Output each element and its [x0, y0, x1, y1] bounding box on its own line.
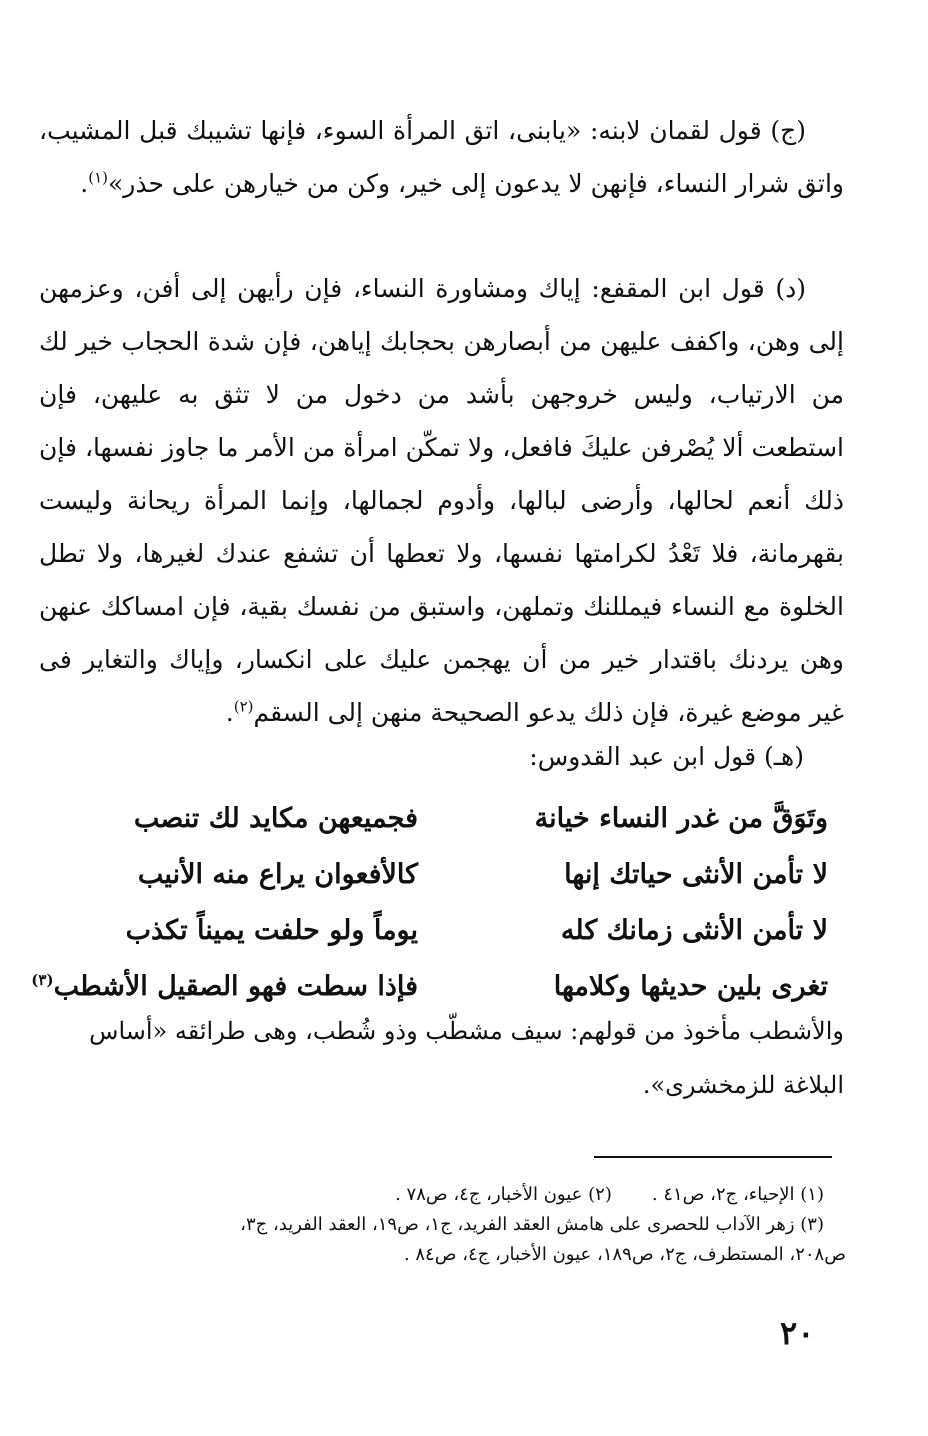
footnotes [24, 1180, 846, 1270]
verse-second-hemistich: فجميعهن مكايد لك تنصب [133, 802, 418, 834]
footnote-divider [594, 1156, 832, 1158]
paragraph-luqman: (ج) قول لقمان لابنه: «يابنى، اتق المرأة السوء، فإنها تشيبك قبل المشيب، واتق شرار النساء، فإنهن لا يدعون إلى خير، وكن من خيارهن على حذر»$^{(١)}$. [39, 116, 844, 198]
verse-second-hemistich [31, 970, 418, 1002]
verse-second-hemistich: كالأفعوان يراع منه الأنيب [137, 858, 418, 890]
footnote-3-continued: ص٢٠٨، المستطرف، ج٢، ص١٨٩، عيون الأخبار، ج٤، ص٨٤ . [403, 1244, 846, 1265]
paragraph-ibn-muqaffa: (د) قول ابن المقفع: إياك ومشاورة النساء، فإن رأيهن إلى أفن، وعزمهن إلى وهن، واكفف عليهن من أبصارهن بحجابك إياهن، فإن شدة الحجاب خير لك من الارتياب، وليس خروجهن بأشد من دخول من لا تثق به عليهن، فإن استطعت ألا يُصْرفن عليكَ فافعل، ولا تمكّن امرأة من الأمر ما جاوز نفسها، فإن ذلك أنعم لحالها، وأرضى لبالها، وأدوم لجمالها، وإنما المرأة ريحانة وليست بقهرمانة، فلا تَعْدُ لكرامتها نفسها، ولا تعطها أن تشفع عندك لغيرها، ولا تطل الخلوة مع النساء فيمللنك وتملهن، واستبق من نفسك بقية، فإن امساكك عنهن وهن يردنك باقتدار خير من أن يهجمن عليك على انكسار، وإياك والتغاير فى غير موضع غيرة، فإن ذلك يدعو الصحيحة منهن إلى السقم$^{(٢)}$. [39, 274, 844, 727]
footnote-ref-3: (٣) [31, 970, 54, 989]
verse-line [88, 790, 828, 846]
verse-line [88, 846, 828, 902]
footnote-1: (١) الإحياء، ج٢، ص٤١ . [651, 1184, 824, 1205]
footnote-ref-2: (٢) [233, 697, 254, 716]
page-number: ٢٠ [780, 1314, 815, 1352]
paragraph-luqman-text: (ج) قول لقمان لابنه: «يابنى، اتق المرأة السوء، فإنها تشيبك قبل المشيب، واتق شرار النساء، فإنهن لا يدعون إلى خير، وكن من خيارهن على حذر» [39, 116, 844, 198]
footnote-3: (٣) زهر الآداب للحصرى على هامش العقد الفريد، ج١، ص١٩، العقد الفريد، ج٣، [240, 1214, 824, 1235]
section-heading-ibn-abd-alquddus: (هـ) قول ابن عبد القدوس: [529, 742, 804, 771]
poem-verses [31, 790, 828, 1014]
footnote-ref-1: (١) [88, 168, 109, 187]
footnote-2: (٢) عيون الأخبار، ج٤، ص٧٨ . [395, 1184, 612, 1205]
paragraph-ibn-muqaffa-text: (د) قول ابن المقفع: إياك ومشاورة النساء، فإن رأيهن إلى أفن، وعزمهن إلى وهن، واكفف عليهن من أبصارهن بحجابك إياهن، فإن شدة الحجاب خير لك من الارتياب، وليس خروجهن بأشد من دخول من لا تثق به عليهن، فإن استطعت ألا يُصْرفن عليكَ فافعل، ولا تمكّن امرأة من الأمر ما جاوز نفسها، فإن ذلك أنعم لحالها، وأرضى لبالها، وأدوم لجمالها، وإنما المرأة ريحانة وليست بقهرمانة، فلا تَعْدُ لكرامتها نفسها، ولا تعطها أن تشفع عندك لغيرها، ولا تطل الخلوة مع النساء فيمللنك وتملهن، واستبق من نفسك بقية، فإن امساكك عنهن وهن يردنك باقتدار خير من أن يهجمن عليك على انكسار، وإياك والتغاير فى غير موضع غيرة، فإن ذلك يدعو الصحيحة منهن إلى السقم [39, 274, 844, 727]
verse-first-hemistich: لا تأمن الأنثى زمانك كله [560, 914, 828, 946]
verse-second-hemistich-text: فإذا سطت فهو الصقيل الأشطب [53, 970, 418, 1002]
verse-first-hemistich: تغرى بلين حديثها وكلامها [553, 970, 828, 1002]
footnote-row [24, 1180, 824, 1210]
verse-first-hemistich: وتَوَقَّ من غدر النساء خيانة [534, 802, 828, 834]
verse-line [88, 902, 828, 958]
verse-first-hemistich: لا تأمن الأنثى حياتك إنها [564, 858, 828, 890]
explanatory-note: والأشطب مأخوذ من قولهم: سيف مشطّب وذو شُطب، وهى طرائقه «أساس البلاغة للزمخشرى». [89, 1017, 844, 1099]
verse-second-hemistich: يوماً ولو حلفت يميناً تكذب [125, 914, 418, 946]
